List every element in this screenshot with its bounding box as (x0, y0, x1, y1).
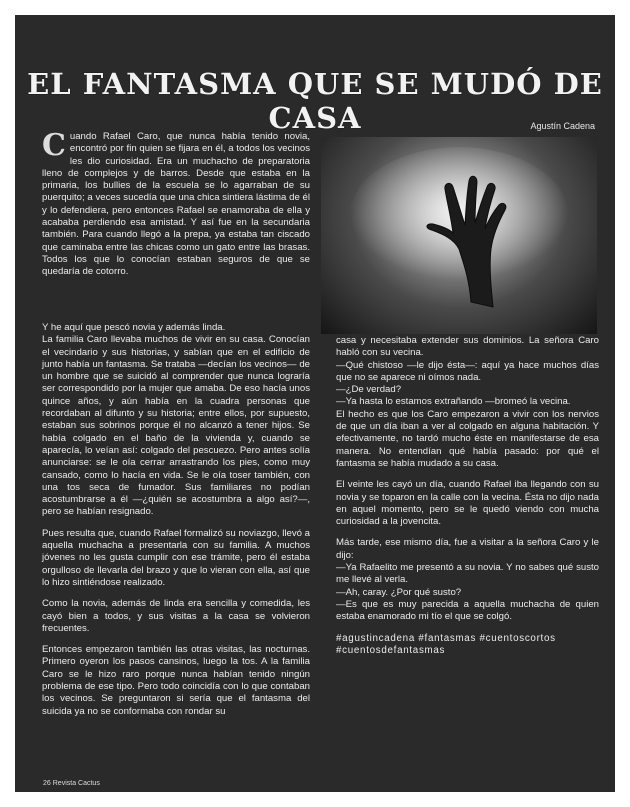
paragraph: —Ah, caray. ¿Por qué susto? (336, 586, 462, 598)
hashtags-line: #agustincadena #fantasmas #cuentoscortos (336, 632, 556, 644)
article-intro (42, 128, 310, 279)
paragraph: Y he aquí que pescó novia y además linda. (42, 322, 226, 333)
paragraph: Entonces empezaron también las otras visitas, las nocturnas. Primero oyeron los pasos cansinos, luego la tos. A la familia Caro se le hizo raro porque nunca habían tenido ningún problema de ese tipo. Pero todo coincidía con lo que contaban los vecinos. Se preguntaron si sería que el fantasma del suicida ya no se conformaba con rondar su (42, 644, 310, 717)
paragraph: —Es que es muy parecida a aquella muchacha de quien estaba enamorado mi tío el que se colgó. (336, 598, 599, 623)
paragraph: La familia Caro llevaba muchos de vivir en su casa. Conocían el vecindario y sus historias, y sabían que en el edificio de junto había un fantasma. Se trataba —decían los vecinos— de un hombre que se suicidó al comprender que nunca lograría ser correspondido por la mujer que amaba. De eso hacía unos quince años, y aún había en la cuadra personas que recordaban al difunto y su historia; entre ellos, por supuesto, estaban sus sobrinos porque él no alcanzó a tener hijos. Se había colgado en el baño de la vivienda y, cuando se aparecía, lo veían así: colgado del pescuezo. Pero antes solía anunciarse: se le oía cerrar arrastrando los pies, como muy cansado, como lo hacía en vida. Se le oía toser también, con una tos seca de fumador. Sus familiares no podían acostumbrarse a él —¿quién se acostumbra a algo así?—, pero se habían resignado. (42, 334, 310, 518)
intro-paragraph: uando Rafael Caro, que nunca había tenido novia, encontró por fin quien se fijara en él, a todos los vecinos les dio curiosidad. Era un muchacho de preparatoria lleno de complejos y de barros. Desde que estaba en la primaria, los bullies de la escuela se lo agarraban de su puerquito; a veces sucedía que una chica sintiera lástima de él y lo defendiera, pero entonces Rafael se enamoraba de ella y acababa perdiendo esa amistad. Y así fue en la secundaria también. Para cuando llegó a la prepa, ya estaba tan ciscado que caminaba entre las chicas como un gato entre las brasas. Todos los que lo conocían estaban seguros de que se quedaría de cotorro. (42, 131, 310, 278)
drop-cap: C (42, 128, 66, 163)
page-number: 26 (43, 780, 51, 787)
article-author: Agustín Cadena (530, 121, 595, 131)
paragraph: —Qué chistoso —le dijo ésta—: aquí ya hace muchos días que no se aparece ni oímos nada. (336, 359, 599, 383)
paragraph: El veinte les cayó un día, cuando Rafael iba llegando con su novia y se toparon en la calle con la vecina. Ésta no dijo nada en aquel momento, pero se le quedó viendo con mucha curiosidad a la jovencita. (336, 479, 599, 528)
paragraph: El hecho es que los Caro empezaron a vivir con los nervios de que un día iban a ver al colgado en alguna habitación. Y efectivamente, no tardó mucho éste en manifestarse de esa manera. No entendían qué había pasado: por qué el fantasma se había mudado a su casa. (336, 408, 599, 469)
magazine-name: Revista Cactus (52, 780, 100, 787)
article-column-right (336, 335, 599, 657)
hashtags-line: #cuentosdefantasmas (336, 644, 446, 656)
paragraph: casa y necesitaba extender sus dominios. La señora Caro habló con su vecina. (336, 335, 599, 359)
paragraph: Más tarde, ese mismo día, fue a visitar a la señora Caro y le dijo: (336, 537, 599, 561)
paragraph: —¿De verdad? (336, 384, 402, 396)
ghost-hand-photo (321, 137, 597, 334)
page-footer (43, 780, 100, 787)
paragraph: Pues resulta que, cuando Rafael formalizó su noviazgo, llevó a aquella muchacha a presentarla con su familia. A muchos jóvenes no les gusta cumplir con ese trámite, pero él estaba orgulloso de llevarla del brazo y que lo vieran con ella, así que lo hizo sintiéndose realizado. (42, 527, 310, 588)
paragraph: Como la novia, además de linda era sencilla y comedida, les cayó bien a todos, y sus visitas a la casa se volvieron frecuentes. (42, 598, 310, 634)
article-title: EL FANTASMA QUE SE MUDÓ DE CASA (27, 67, 603, 135)
hashtags (336, 633, 599, 658)
article-column-left (42, 322, 310, 727)
article-page (15, 15, 615, 792)
paragraph: —Ya hasta lo estamos extrañando —bromeó la vecina. (336, 396, 571, 408)
reaching-hand-icon (321, 137, 597, 334)
paragraph: —Ya Rafaelito me presentó a su novia. Y no sabes qué susto me llevé al verla. (336, 562, 599, 586)
